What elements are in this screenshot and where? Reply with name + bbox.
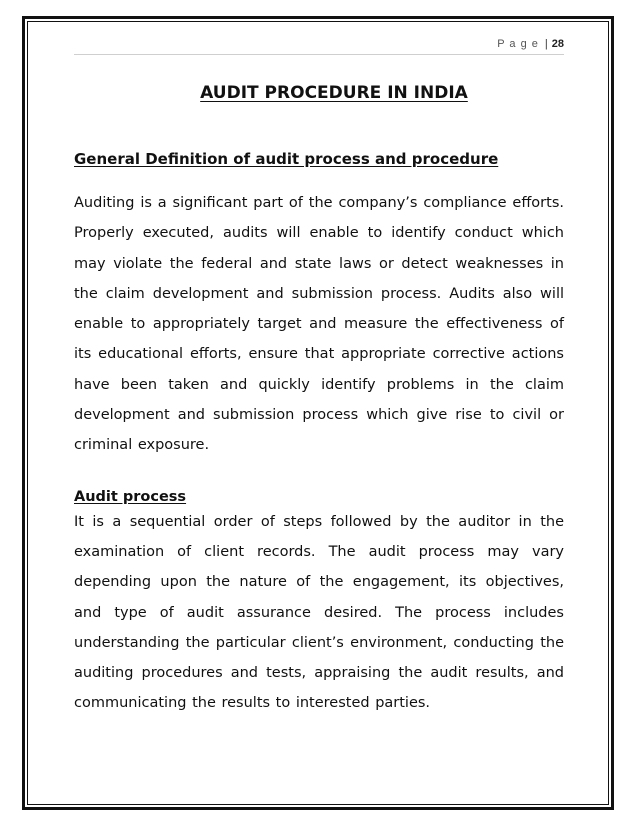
section-heading-general-definition: General Definition of audit process and procedure [74,150,499,168]
header-rule [74,54,564,55]
document-body [74,80,564,719]
section-paragraph-audit-process: It is a sequential order of steps followed by the auditor in the examination of client records. The audit process may vary depending upon the nature of the engagement, its objectives, and type of audit assurance desired. The process includes understanding the particular client’s environment, conducting the auditing procedures and tests, appraising the audit results, and communicating the results to interested parties. [74,513,564,712]
section-paragraph-general-definition: Auditing is a significant part of the company’s compliance efforts. Properly executed, audits will enable to identify conduct which may violate the federal and state laws or detect weaknesses in the claim development and submission process. Audits also will enable to appropriately target and measure the effectiveness of its educational efforts, ensure that appropriate corrective actions have been taken and quickly identify problems in the claim development and submission process which give rise to civil or criminal exposure. [74,195,564,454]
page-separator: | [544,38,548,50]
section-heading-audit-process: Audit process [74,488,187,505]
document-title: AUDIT PROCEDURE IN INDIA [200,83,468,103]
page-number: 28 [551,38,564,50]
page-label: P a g e [497,38,539,50]
page-header [74,38,564,50]
